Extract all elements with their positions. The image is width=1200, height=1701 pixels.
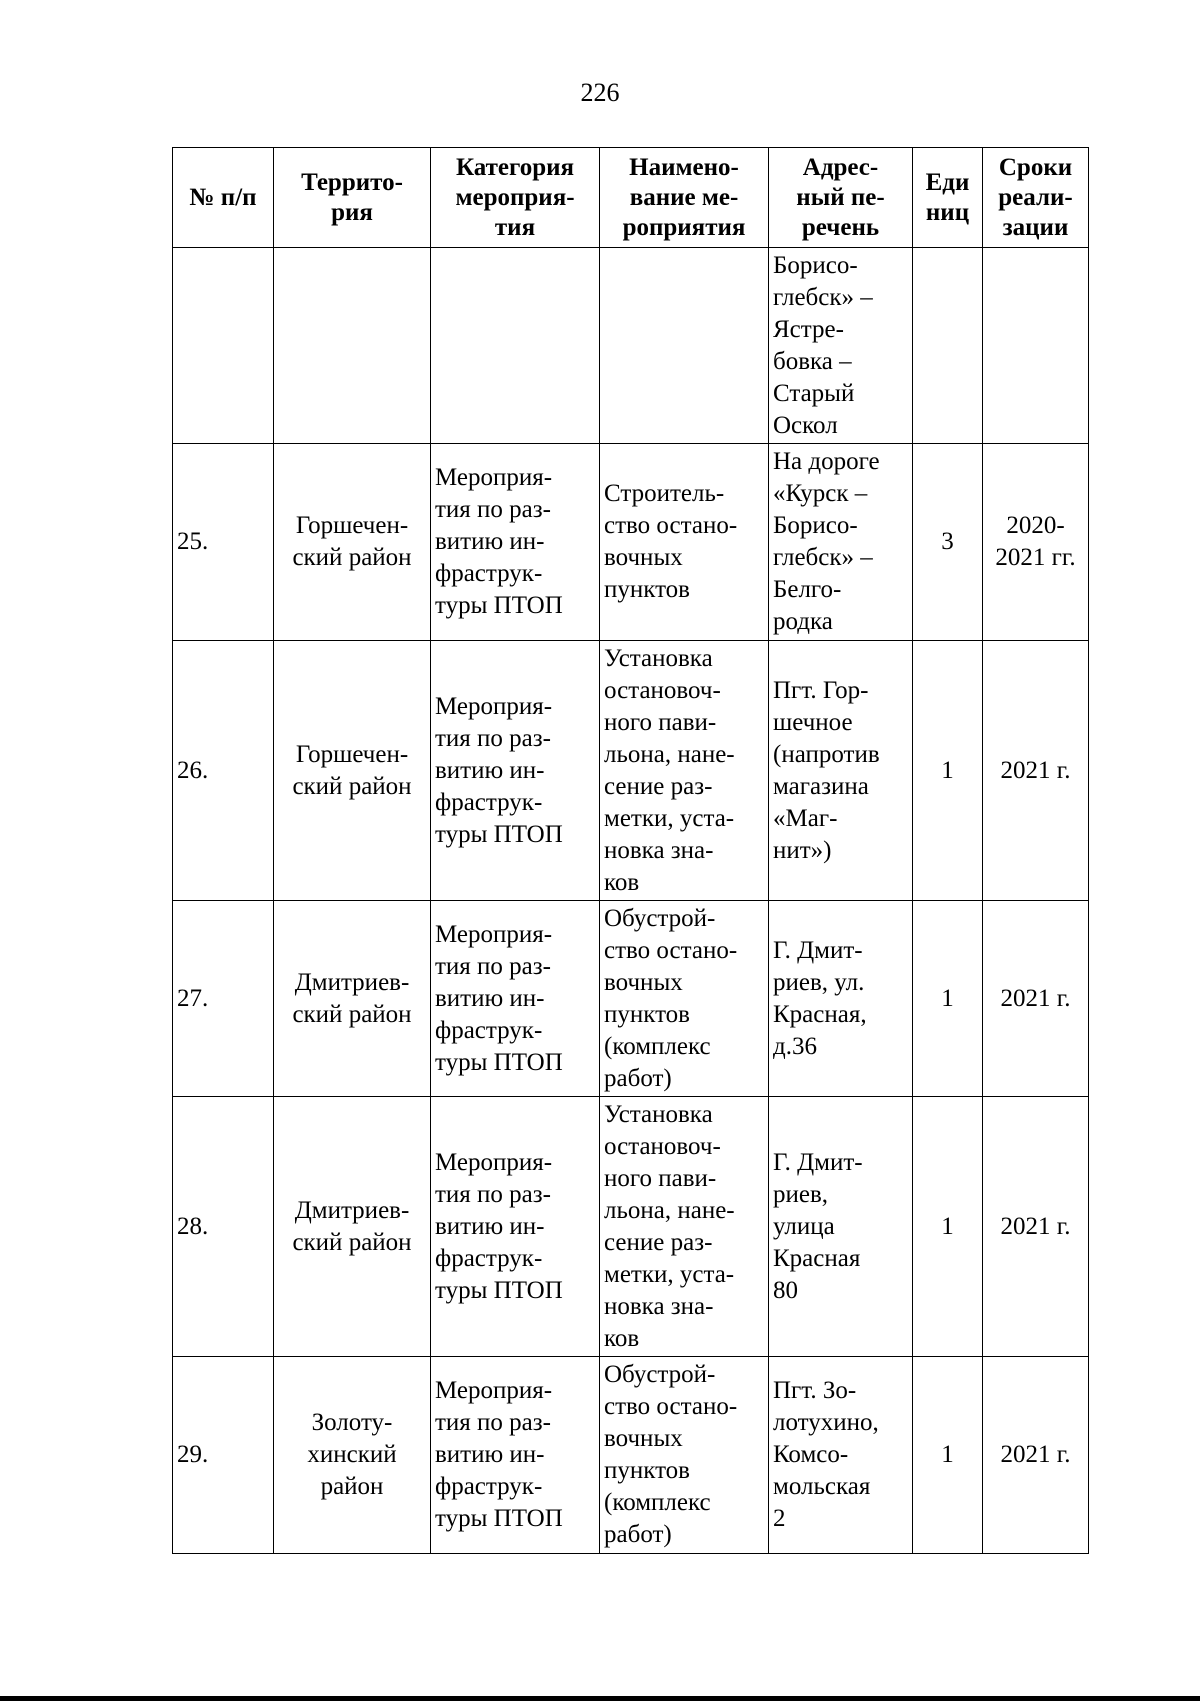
row-name: Установка остановоч- ного пави- льона, нане- сение раз- метки, уста- новка зна- ков [600,1097,769,1357]
row-territory: Дмитриев- ский район [274,901,431,1097]
row-units [913,248,983,444]
row-term: 2021 г. [983,1357,1089,1554]
page-number: 226 [580,78,620,107]
row-name [600,248,769,444]
row-address: Г. Дмит- риев, улица Красная 80 [769,1097,913,1357]
row-term: 2021 г. [983,641,1089,901]
row-units: 1 [913,1097,983,1357]
table-row [173,901,1089,1097]
header-row [173,148,1089,248]
header-term: Сроки реали- зации [983,148,1089,248]
row-name: Обустрой- ство остано- вочных пунктов (комплекс работ) [600,901,769,1097]
row-category: Мероприя- тия по раз- витию ин- фраструк- туры ПТОП [431,901,600,1097]
row-term: 2021 г. [983,1097,1089,1357]
row-units: 3 [913,444,983,641]
measures-table [172,147,1089,1554]
row-term [983,248,1089,444]
header-territory: Террито- рия [274,148,431,248]
row-units: 1 [913,1357,983,1554]
row-term: 2020- 2021 гг. [983,444,1089,641]
table-row [173,641,1089,901]
row-number: 25. [173,444,274,641]
row-territory: Дмитриев- ский район [274,1097,431,1357]
row-name: Строитель- ство остано- вочных пунктов [600,444,769,641]
row-address: Пгт. Гор- шечное (напротив магазина «Маг- нит») [769,641,913,901]
row-category: Мероприя- тия по раз- витию ин- фраструк- туры ПТОП [431,444,600,641]
header-address: Адрес- ный пе- речень [769,148,913,248]
header-name: Наимено- вание ме- роприятия [600,148,769,248]
table-row [173,1357,1089,1554]
header-units: Еди ниц [913,148,983,248]
row-number: 28. [173,1097,274,1357]
row-territory: Золоту- хинский район [274,1357,431,1554]
table-row [173,1097,1089,1357]
row-address: Г. Дмит- риев, ул. Красная, д.36 [769,901,913,1097]
row-name: Обустрой- ство остано- вочных пунктов (комплекс работ) [600,1357,769,1554]
table-row [173,248,1089,444]
row-number [173,248,274,444]
row-units: 1 [913,641,983,901]
row-number: 26. [173,641,274,901]
row-category: Мероприя- тия по раз- витию ин- фраструк- туры ПТОП [431,641,600,901]
row-category [431,248,600,444]
row-number: 27. [173,901,274,1097]
row-term: 2021 г. [983,901,1089,1097]
row-address: Борисо- глебск» – Ястре- бовка – Старый Оскол [769,248,913,444]
row-category: Мероприя- тия по раз- витию ин- фраструк- туры ПТОП [431,1357,600,1554]
row-name: Установка остановоч- ного пави- льона, нане- сение раз- метки, уста- новка зна- ков [600,641,769,901]
row-units: 1 [913,901,983,1097]
row-number: 29. [173,1357,274,1554]
header-category: Категория мероприя- тия [431,148,600,248]
row-territory: Горшечен- ский район [274,444,431,641]
row-territory [274,248,431,444]
scan-edge-line [0,1696,1200,1701]
header-number: № п/п [173,148,274,248]
table-row [173,444,1089,641]
row-address: На дороге «Курск – Борисо- глебск» – Белго- родка [769,444,913,641]
row-category: Мероприя- тия по раз- витию ин- фраструк- туры ПТОП [431,1097,600,1357]
row-territory: Горшечен- ский район [274,641,431,901]
row-address: Пгт. Зо- лотухино, Комсо- мольская 2 [769,1357,913,1554]
